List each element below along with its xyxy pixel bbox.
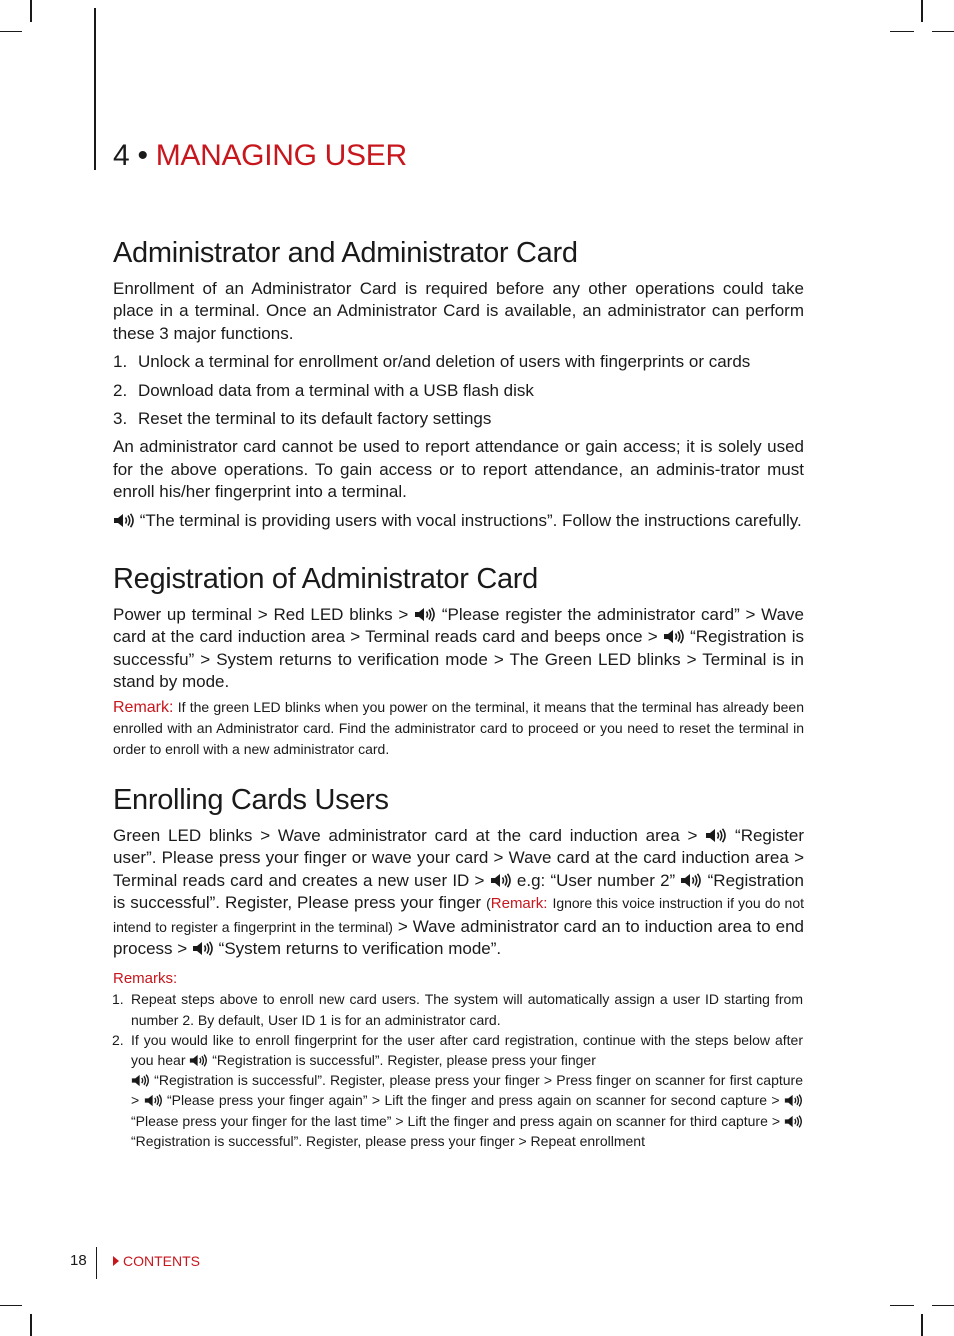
crop-mark — [932, 31, 954, 32]
remark-label: Remark: — [490, 895, 548, 913]
section-heading-admin: Administrator and Administrator Card — [113, 237, 578, 269]
speaker-icon — [490, 873, 512, 888]
enrolling-steps: Green LED blinks > Wave administrator card at the card induction area > “Register user”. Please press your finger or wave your card > Wave card at the card induction area > Terminal reads card and creates a new user ID > e.g: “User number 2” “Registration is successful”. Register, Please press your finger (Remark: Ignore this voice instruction if you do not intend to register a fingerprint in the terminal) > Wave administrator card an to induction area to end process > “System returns to verification mode”. — [113, 825, 804, 958]
speaker-icon — [113, 513, 135, 528]
section-heading-registration: Registration of Administrator Card — [113, 563, 538, 596]
crop-mark — [0, 1305, 22, 1306]
footer-divider — [96, 1247, 97, 1279]
crop-mark — [890, 31, 914, 32]
chapter-rule — [94, 8, 96, 170]
page-content — [113, 234, 804, 1151]
remark-label: Remark: — [113, 698, 174, 716]
crop-mark — [0, 31, 22, 32]
admin-vocal-note: “The terminal is providing users with vocal instructions”. Follow the instructions carefully. — [113, 510, 804, 532]
list-item: 1. Repeat steps above to enroll new card users. The system will automatically assign a user ID starting from number 2. By default, User ID 1 is for an administrator card. — [112, 991, 803, 1028]
crop-mark — [932, 1305, 954, 1306]
triangle-right-icon — [113, 1256, 119, 1266]
contents-label: CONTENTS — [123, 1253, 200, 1269]
chapter-title — [113, 136, 407, 176]
chapter-number: 4 — [113, 139, 130, 172]
chapter-bullet: • — [137, 139, 148, 172]
section-heading-enrolling: Enrolling Cards Users — [113, 783, 389, 816]
contents-link[interactable] — [113, 1253, 200, 1269]
list-item: 3. Reset the terminal to its default factory settings — [113, 409, 492, 429]
list-item: 2. Download data from a terminal with a USB flash disk — [113, 380, 534, 400]
speaker-icon — [414, 607, 436, 622]
remarks-heading: Remarks: — [113, 970, 178, 988]
speaker-icon — [784, 1094, 803, 1107]
crop-mark — [30, 1314, 32, 1336]
list-item: 2. If you would like to enroll fingerprint for the user after card registration, continue with the steps below after you hear “Registration is successful”. Register, please press your finger “Registration is successful”. Register, please press your finger > Press finger on scanner for first capture > “Please press your finger again” > Lift the finger and press again on scanner for second capture > “Please press your finger for the last time” > Lift the finger and press again on scanner for third capture > “Registration is successful”. Register, please press your finger > Repeat enrollment — [112, 1031, 804, 1149]
list-item: 1. Unlock a terminal for enrollment or/and deletion of users with fingerprints or cards — [113, 352, 751, 372]
registration-steps: Power up terminal > Red LED blinks > “Please register the administrator card” > Wave card at the card induction area > Terminal reads card and beeps once > “Registration is successfu” > System returns to verification mode > The Green LED blinks > Terminal is in stand by mode. — [113, 605, 804, 692]
crop-mark — [921, 1314, 923, 1336]
chapter-name: MANAGING USER — [155, 139, 407, 172]
speaker-icon — [144, 1094, 163, 1107]
crop-mark — [30, 0, 32, 22]
page-number: 18 — [70, 1252, 87, 1269]
crop-mark — [921, 0, 923, 22]
speaker-icon — [189, 1054, 208, 1067]
speaker-icon — [663, 629, 685, 644]
admin-functions-list — [113, 351, 804, 430]
remarks-list — [112, 989, 803, 1151]
speaker-icon — [705, 828, 727, 843]
crop-mark — [890, 1305, 914, 1306]
speaker-icon — [680, 873, 702, 888]
speaker-icon — [131, 1074, 150, 1087]
speaker-icon — [192, 941, 214, 956]
registration-remark: Remark: If the green LED blinks when you power on the terminal, it means that the terminal has already been enrolled with an Administrator card. Find the administrator card to proceed or you need to reset the terminal in order to enroll with a new administrator card. — [113, 698, 804, 757]
admin-para2: An administrator card cannot be used to report attendance or gain access; it is solely used for the above operations. To gain access or to report attendance, an adminis-trator must enroll his/her fingerprint into a terminal. — [113, 437, 804, 502]
speaker-icon — [784, 1115, 803, 1128]
admin-intro: Enrollment of an Administrator Card is required before any other operations could take place in a terminal. Once an Administrator Card is available, an administrator can perform these 3 major functions. — [113, 279, 804, 343]
